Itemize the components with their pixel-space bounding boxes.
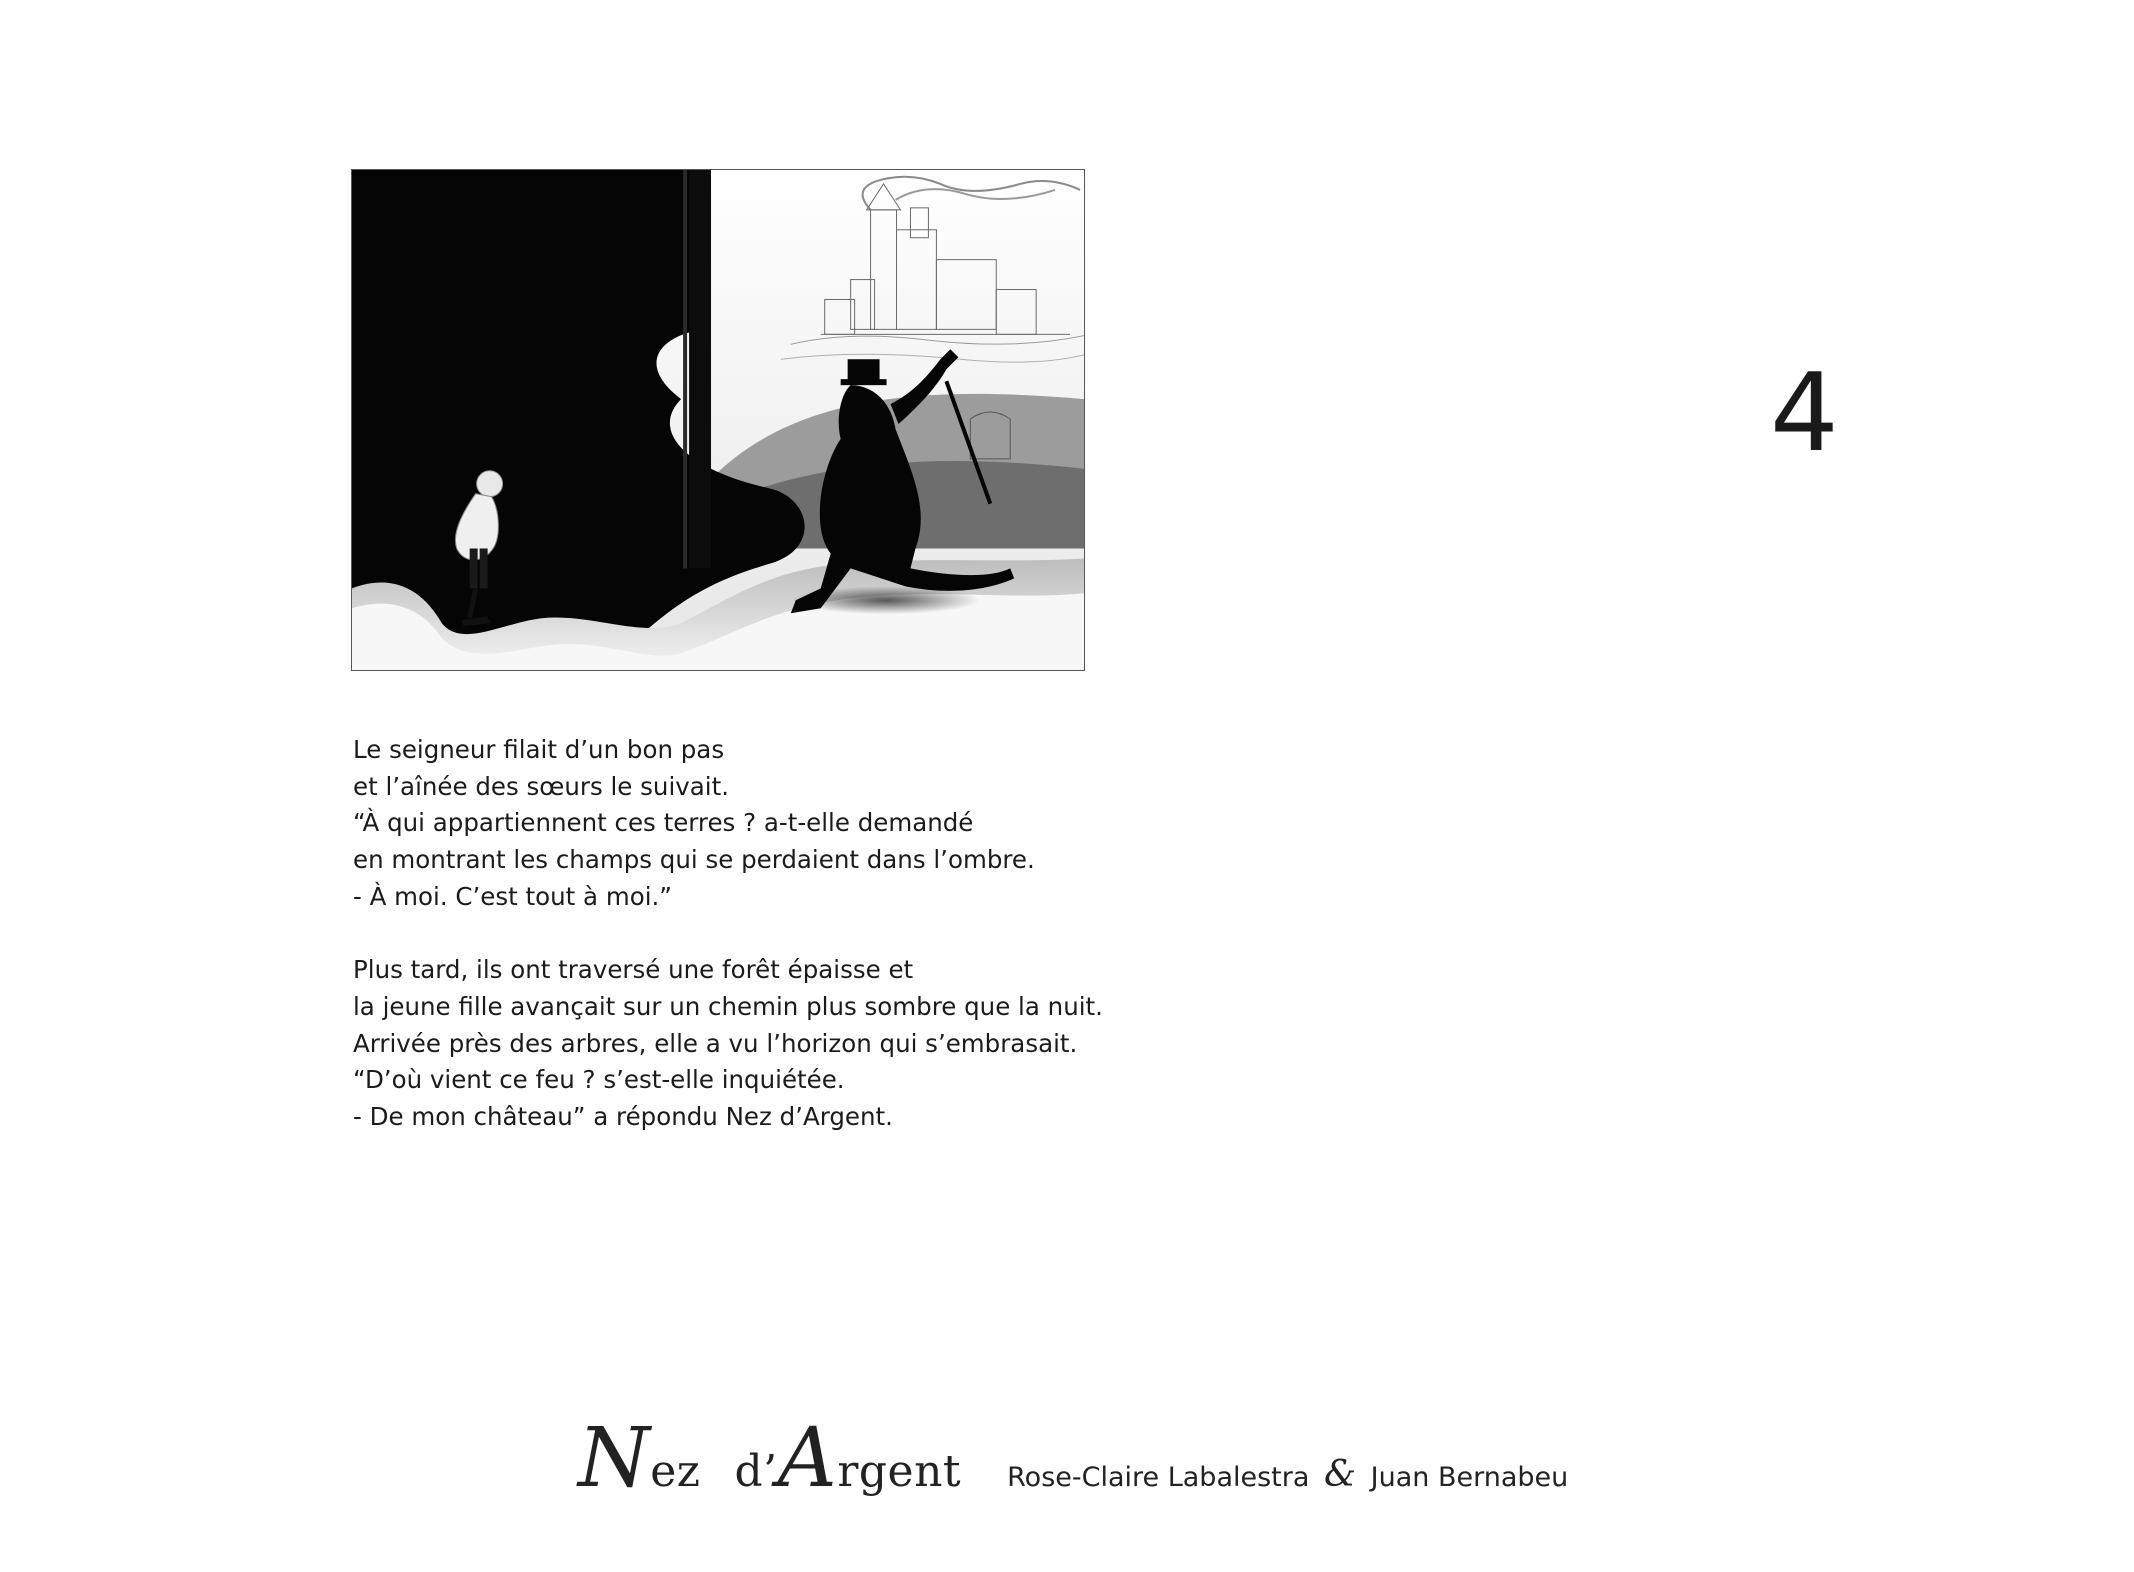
story-line: - De mon château” a répondu Nez d’Argent. <box>353 1102 893 1132</box>
story-line: “D’où vient ce feu ? s’est-elle inquiétée. <box>353 1065 845 1095</box>
story-line: “À qui appartiennent ces terres ? a-t-elle demandé <box>353 808 974 838</box>
story-line: et l’aînée des sœurs le suivait. <box>353 771 729 801</box>
book-footer <box>578 1411 1678 1518</box>
book-authors <box>1007 1454 1568 1495</box>
illustration-art <box>352 170 1084 670</box>
story-line: la jeune fille avançait sur un chemin plus sombre que la nuit. <box>353 991 1103 1021</box>
author-2: Juan Bernabeu <box>1370 1462 1569 1493</box>
stanza-2 <box>353 952 1173 1136</box>
book-title <box>578 1411 962 1506</box>
title-word-nez-rest: ez <box>650 1446 701 1497</box>
story-line: Plus tard, ils ont traversé une forêt épaisse et <box>353 955 914 985</box>
page-number: 4 <box>1770 351 1839 476</box>
story-line: - À moi. C’est tout à moi.” <box>353 881 673 911</box>
story-line: Le seigneur filait d’un bon pas <box>353 735 725 764</box>
story-illustration <box>351 169 1085 671</box>
story-line: en montrant les champs qui se perdaient dans l’ombre. <box>353 845 1035 875</box>
title-initial-a: A <box>777 1411 838 1506</box>
stanza-1 <box>353 732 1173 916</box>
story-text <box>353 732 1173 1136</box>
story-line: Arrivée près des arbres, elle a vu l’horizon qui s’embrasait. <box>353 1028 1078 1058</box>
title-word-argent-rest: rgent <box>837 1446 962 1497</box>
author-1: Rose-Claire Labalestra <box>1007 1462 1310 1493</box>
title-initial-n: N <box>578 1411 651 1506</box>
title-prefix-d: d’ <box>734 1446 778 1497</box>
author-separator: & <box>1324 1454 1357 1495</box>
